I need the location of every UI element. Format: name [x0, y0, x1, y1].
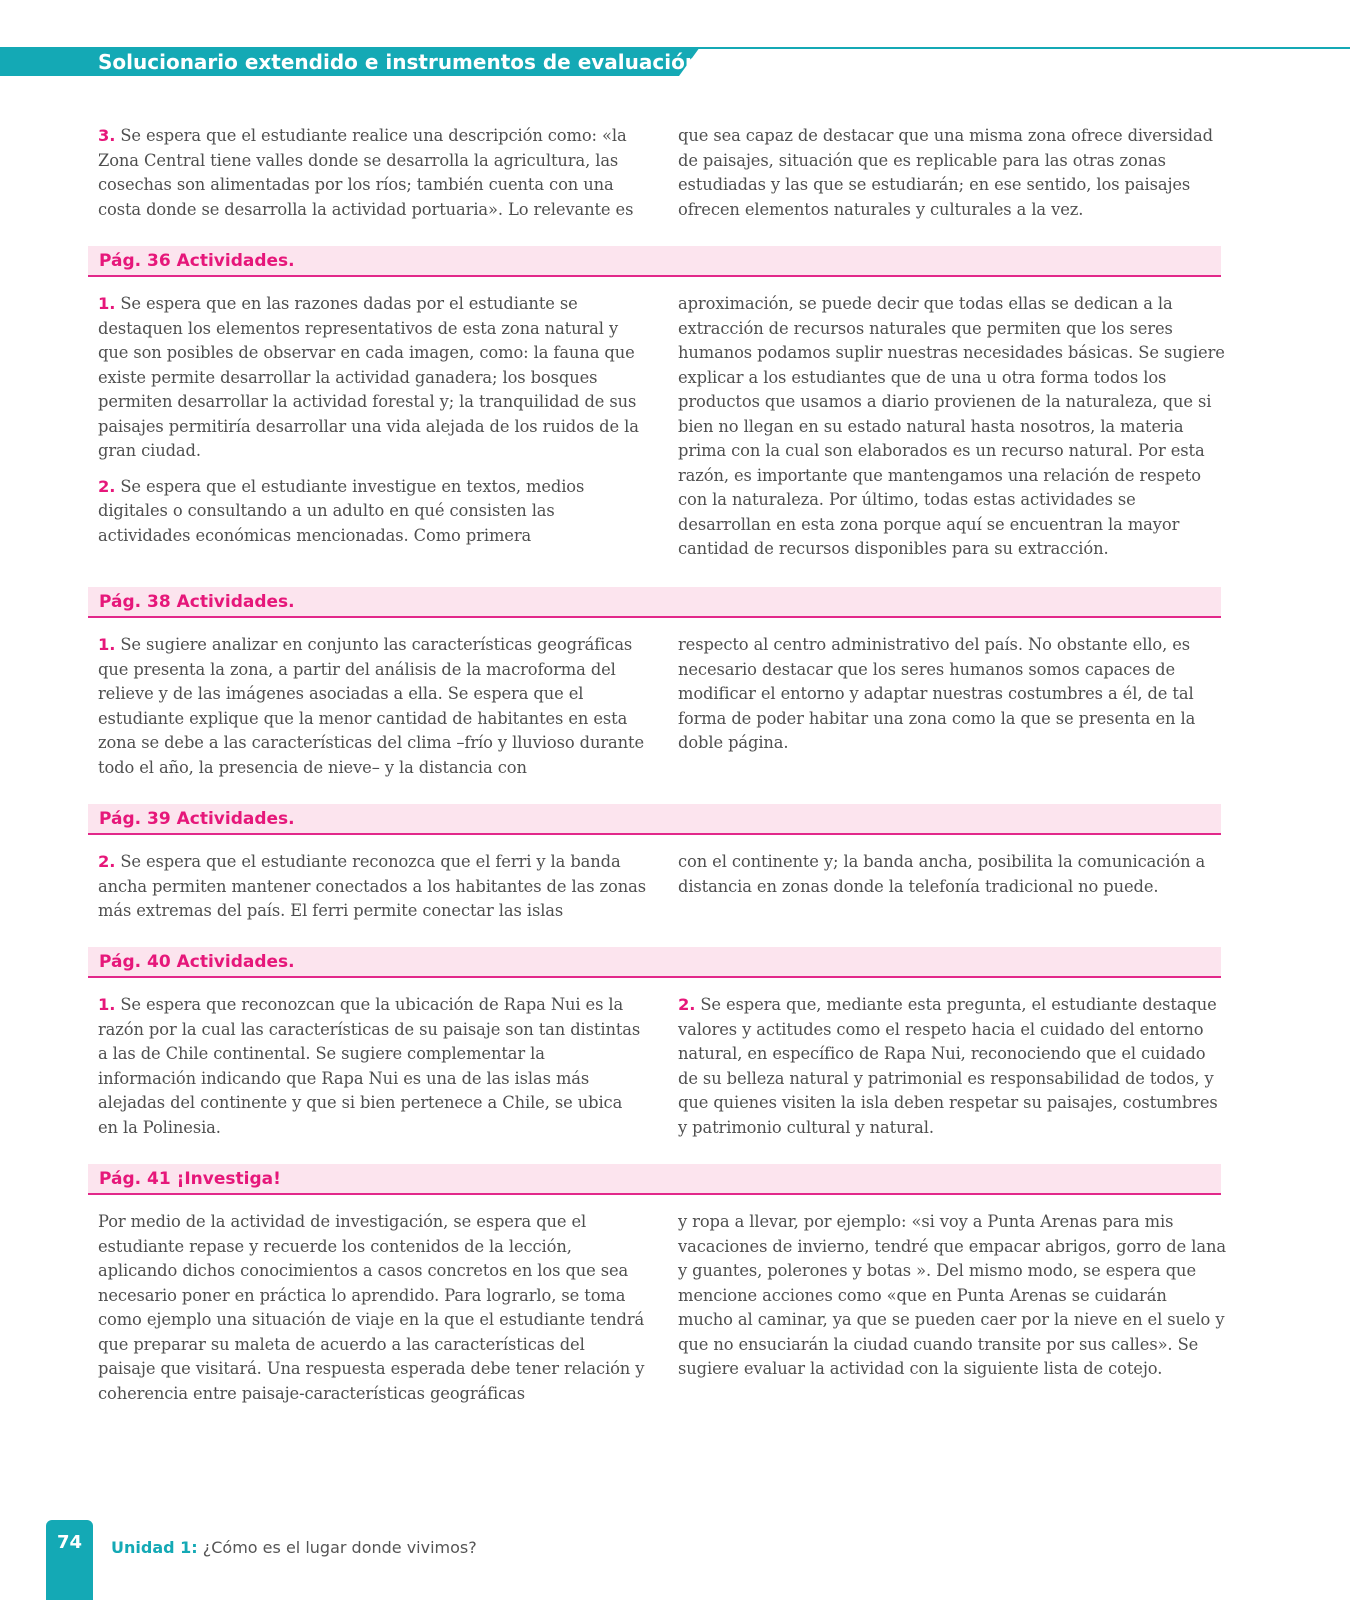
item-number: 2.	[678, 995, 696, 1014]
answer-text: aproximación, se puede decir que todas ellas se dedican a la extracción de recursos naturales que permiten que los seres humanos podamos suplir nuestras necesidades básicas. Se sugiere explicar a los estudiantes que de una u otra forma todos los productos que usamos a diario provienen de la naturaleza, que si bien no llegan en su estado natural hasta nosotros, la materia prima con la cual son elaborados es un recurso natural. Por esta razón, es importante que mantengamos una relación de respeto con la naturaleza. Por último, todas estas actividades se desarrollan en esta zona porque aquí se encuentran la mayor cantidad de recursos disponibles para su extracción.	[678, 294, 1225, 558]
answer-text: Se espera que, mediante esta pregunta, el estudiante destaque valores y actitudes como el respeto hacia el cuidado del entorno natural, en específico de Rapa Nui, reconociendo que el cuidado de su belleza natural y patrimonial es responsabilidad de todos, y que quienes visiten la isla deben respetar su paisajes, costumbres y patrimonio cultural y natural.	[678, 995, 1218, 1137]
intro-right-column	[678, 124, 1226, 222]
item-number: 1.	[98, 294, 116, 313]
section-title: Pág. 41 ¡Investiga!	[99, 1169, 281, 1189]
section-title: Pág. 39 Actividades.	[99, 809, 295, 829]
section-header-pag-36	[88, 246, 1221, 277]
section-title: Pág. 38 Actividades.	[99, 592, 295, 612]
answer-paragraph	[98, 1210, 646, 1406]
footer-unit-name: ¿Cómo es el lugar donde vivimos?	[202, 1538, 477, 1557]
footer-unit-label: Unidad 1:	[111, 1538, 198, 1557]
item-number: 3.	[98, 126, 116, 145]
answer-paragraph	[98, 633, 646, 780]
section-title: Pág. 36 Actividades.	[99, 251, 295, 271]
section-38-right-column	[678, 633, 1226, 756]
answer-paragraph	[678, 292, 1226, 562]
page-header-title: Solucionario extendido e instrumentos de evaluación	[98, 50, 700, 74]
answer-paragraph	[98, 850, 646, 924]
header-rule	[690, 47, 1350, 49]
answer-paragraph	[98, 124, 646, 222]
item-number: 1.	[98, 635, 116, 654]
answer-paragraph	[98, 475, 646, 549]
answer-text: respecto al centro administrativo del país. No obstante ello, es necesario destacar que los seres humanos somos capaces de modificar el entorno y adaptar nuestras costumbres a él, de tal forma de poder habitar una zona como la que se presenta en la doble página.	[678, 635, 1196, 752]
item-number: 2.	[98, 476, 116, 496]
answer-text: y ropa a llevar, por ejemplo: «si voy a Punta Arenas para mis vacaciones de invierno, tendré que empacar abrigos, gorro de lana y guantes, polerones y botas ». Del mismo modo, se espera que mencione acciones como «que en Punta Arenas se cuidarán mucho al caminar, ya que se pueden caer por la nieve en el suelo y que no ensuciarán la ciudad cuando transite por sus calles». Se sugiere evaluar la actividad con la siguiente lista de cotejo.	[678, 1212, 1226, 1378]
page-number: 74	[56, 1532, 83, 1553]
answer-text: Por medio de la actividad de investigación, se espera que el estudiante repase y recuerde los contenidos de la lección, aplicando dichos conocimientos a casos concretos en los que sea necesario poner en práctica lo aprendido. Para lograrlo, se toma como ejemplo una situación de viaje en la que el estudiante tendrá que preparar su maleta de acuerdo a las características del paisaje que visitará. Una respuesta esperada debe tener relación y coherencia entre paisaje-características geográficas	[98, 1212, 645, 1403]
section-title: Pág. 40 Actividades.	[99, 952, 295, 972]
section-header-pag-38	[88, 587, 1221, 618]
answer-paragraph	[98, 993, 646, 1140]
answer-text: con el continente y; la banda ancha, posibilita la comunicación a distancia en zonas donde la telefonía tradicional no puede.	[678, 852, 1206, 896]
section-39-right-column	[678, 850, 1226, 899]
answer-text: Se espera que el estudiante reconozca que el ferri y la banda ancha permiten mantener conectados a los habitantes de las zonas más extremas del país. El ferri permite conectar las islas	[98, 852, 646, 920]
answer-paragraph	[678, 993, 1226, 1140]
answer-text: que sea capaz de destacar que una misma zona ofrece diversidad de paisajes, situación que es replicable para las otras zonas estudiadas y las que se estudiarán; en ese sentido, los paisajes ofrecen elementos naturales y culturales a la vez.	[678, 126, 1213, 219]
footer-unit-title	[111, 1538, 477, 1557]
answer-paragraph	[678, 1210, 1226, 1382]
section-header-pag-41	[88, 1164, 1221, 1195]
section-41-left-column	[98, 1210, 646, 1406]
answer-text: Se espera que el estudiante investigue en textos, medios digitales o consultando a un adulto en qué consisten las actividades económicas mencionadas. Como primera	[98, 476, 585, 545]
answer-text: Se sugiere analizar en conjunto las características geográficas que presenta la zona, a partir del análisis de la macroforma del relieve y de las imágenes asociadas a ella. Se espera que el estudiante explique que la menor cantidad de habitantes en esta zona se debe a las características del clima –frío y lluvioso durante todo el año, la presencia de nieve– y la distancia con	[98, 635, 644, 777]
answer-paragraph	[98, 292, 646, 464]
intro-left-column	[98, 124, 646, 222]
answer-text: Se espera que reconozcan que la ubicación de Rapa Nui es la razón por la cual las características de su paisaje son tan distintas a las de Chile continental. Se sugiere complementar la información indicando que Rapa Nui es una de las islas más alejadas del continente y que si bien pertenece a Chile, se ubica en la Polinesia.	[98, 995, 641, 1137]
section-36-right-column	[678, 292, 1226, 562]
section-39-left-column	[98, 850, 646, 924]
section-41-right-column	[678, 1210, 1226, 1382]
answer-paragraph	[678, 850, 1226, 899]
item-number: 2.	[98, 852, 116, 871]
answer-paragraph	[678, 633, 1226, 756]
answer-text: Se espera que en las razones dadas por el estudiante se destaquen los elementos representativos de esta zona natural y que son posibles de observar en cada imagen, como: la fauna que existe permite desarrollar la actividad ganadera; los bosques permiten desarrollar la actividad forestal y; la tranquilidad de sus paisajes permitiría desarrollar una vida alejada de los ruidos de la gran ciudad.	[98, 294, 639, 460]
section-header-pag-39	[88, 804, 1221, 835]
section-38-left-column	[98, 633, 646, 780]
section-40-left-column	[98, 993, 646, 1140]
answer-paragraph	[678, 124, 1226, 222]
item-number: 1.	[98, 995, 116, 1014]
section-header-pag-40	[88, 947, 1221, 978]
section-40-right-column	[678, 993, 1226, 1140]
answer-text: Se espera que el estudiante realice una descripción como: «la Zona Central tiene valles donde se desarrolla la agricultura, las cosechas son alimentadas por los ríos; también cuenta con una costa donde se desarrolla la actividad portuaria». Lo relevante es	[98, 126, 634, 219]
section-36-left-column	[98, 292, 646, 548]
